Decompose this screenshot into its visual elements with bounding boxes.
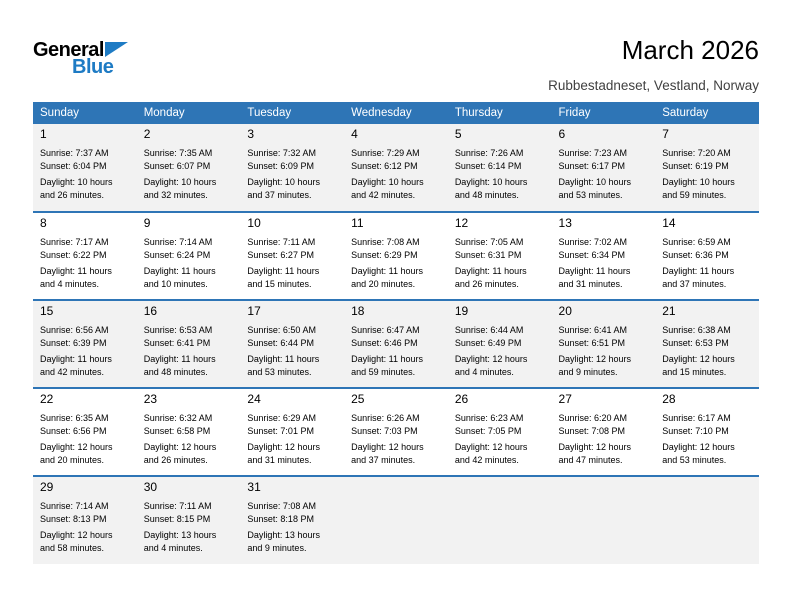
daylight-hours-text: Daylight: 12 hours [247,441,320,452]
daylight-hours-text: Daylight: 11 hours [40,353,112,364]
sunset-text: Sunset: 6:49 PM [454,338,522,349]
sunset-text: Sunset: 6:04 PM [40,161,107,172]
day-number: 7 [662,126,669,141]
daylight-hours-text: Daylight: 11 hours [143,353,216,364]
day-cell [137,212,241,300]
day-number: 24 [247,391,261,406]
day-info [144,236,239,292]
daylight-minutes-text: and 37 minutes. [247,190,312,201]
day-number: 20 [558,303,572,318]
day-number: 28 [662,391,676,406]
day-number: 9 [143,215,151,230]
daylight-minutes-text: and 53 minutes. [247,367,312,378]
day-cell [33,476,137,564]
sunrise-text: Sunrise: 7:20 AM [662,147,731,158]
daylight-hours-text: Daylight: 10 hours [558,176,632,187]
daylight-minutes-text: and 31 minutes. [247,455,312,466]
daylight-hours-text: Daylight: 10 hours [143,176,217,187]
daylight-hours-text: Daylight: 12 hours [351,441,424,452]
daylight-minutes-text: and 42 minutes. [40,367,105,378]
sunset-text: Sunset: 7:08 PM [558,426,626,437]
weekday-header: Wednesday [344,102,448,124]
daylight-minutes-text: and 47 minutes. [558,455,623,466]
sunrise-text: Sunrise: 6:38 AM [662,324,731,335]
sunrise-text: Sunrise: 7:08 AM [351,236,420,247]
daylight-minutes-text: and 9 minutes. [247,543,307,554]
sunset-text: Sunset: 8:18 PM [247,514,314,525]
sunrise-text: Sunrise: 6:23 AM [454,412,524,423]
week-row [33,212,759,300]
sunrise-text: Sunrise: 6:20 AM [558,412,628,423]
day-cell [344,212,448,300]
sunrise-text: Sunrise: 6:53 AM [143,324,213,335]
daylight-hours-text: Daylight: 12 hours [662,353,735,364]
day-info [247,500,342,556]
daylight-minutes-text: and 4 minutes. [40,279,100,290]
daylight-hours-text: Daylight: 10 hours [40,176,113,187]
sunset-text: Sunset: 8:13 PM [40,514,107,525]
weekday-header: Saturday [655,102,759,124]
day-number: 14 [662,215,676,230]
day-info [247,324,342,380]
sunrise-text: Sunrise: 6:29 AM [247,412,316,423]
sunrise-text: Sunrise: 7:17 AM [40,236,109,247]
sunset-text: Sunset: 6:24 PM [143,250,211,261]
day-number: 8 [40,215,47,230]
sunset-text: Sunset: 6:44 PM [247,338,314,349]
day-number: 17 [247,303,261,318]
sunrise-text: Sunrise: 6:41 AM [558,324,628,335]
day-cell [33,388,137,476]
daylight-hours-text: Daylight: 11 hours [558,265,631,276]
daylight-hours-text: Daylight: 11 hours [662,265,735,276]
daylight-hours-text: Daylight: 12 hours [143,441,217,452]
sunset-text: Sunset: 6:46 PM [351,338,418,349]
logo-text-blue: Blue [72,56,114,78]
day-info [144,147,239,203]
day-info [40,236,135,292]
daylight-hours-text: Daylight: 12 hours [454,441,528,452]
day-info [40,324,135,380]
daylight-hours-text: Daylight: 11 hours [40,265,112,276]
day-number: 22 [40,391,54,406]
generalblue-logo [33,36,128,77]
sunrise-text: Sunrise: 6:47 AM [351,324,420,335]
sunset-text: Sunset: 6:39 PM [40,338,107,349]
empty-day-cell [448,476,552,564]
daylight-hours-text: Daylight: 12 hours [662,441,735,452]
weekday-header: Thursday [448,102,552,124]
daylight-hours-text: Daylight: 11 hours [351,265,423,276]
day-info [40,147,135,203]
day-info [662,324,757,380]
daylight-hours-text: Daylight: 13 hours [143,529,217,540]
day-number: 18 [351,303,365,318]
day-number: 19 [454,303,469,318]
sunset-text: Sunset: 6:58 PM [143,426,211,437]
day-number: 25 [351,391,365,406]
sunrise-text: Sunrise: 6:56 AM [40,324,109,335]
day-cell [448,388,552,476]
day-cell [552,388,656,476]
daylight-minutes-text: and 26 minutes. [143,455,208,466]
location-subtitle: Rubbestadneset, Vestland, Norway [548,77,759,93]
week-row [33,124,759,212]
empty-day-cell [655,476,759,564]
daylight-minutes-text: and 26 minutes. [454,279,519,290]
sunset-text: Sunset: 6:34 PM [558,250,626,261]
empty-day-cell [552,476,656,564]
day-number: 26 [454,391,469,406]
day-cell [448,124,552,212]
sunset-text: Sunset: 6:17 PM [558,161,626,172]
day-cell [552,124,656,212]
sunrise-text: Sunrise: 7:08 AM [247,500,316,511]
sunset-text: Sunset: 6:19 PM [662,161,729,172]
day-info [247,412,342,468]
sunrise-text: Sunrise: 6:35 AM [40,412,109,423]
sunrise-text: Sunrise: 7:02 AM [558,236,628,247]
weekday-header-row [33,102,759,124]
sunset-text: Sunset: 6:36 PM [662,250,729,261]
calendar-table [33,102,759,564]
daylight-hours-text: Daylight: 12 hours [454,353,528,364]
daylight-hours-text: Daylight: 12 hours [558,441,632,452]
weekday-header: Tuesday [240,102,344,124]
sunset-text: Sunset: 6:22 PM [40,250,107,261]
day-cell [33,300,137,388]
sunrise-text: Sunrise: 7:35 AM [143,147,213,158]
day-info [40,500,135,556]
daylight-minutes-text: and 48 minutes. [454,190,519,201]
day-number: 23 [143,391,158,406]
daylight-minutes-text: and 53 minutes. [662,455,727,466]
day-cell [655,124,759,212]
daylight-minutes-text: and 15 minutes. [662,367,727,378]
day-info [247,236,342,292]
weekday-header: Sunday [33,102,137,124]
daylight-hours-text: Daylight: 10 hours [247,176,320,187]
day-info [455,236,550,292]
sunrise-text: Sunrise: 7:11 AM [247,236,316,247]
logo-triangle-icon [105,42,128,57]
sunset-text: Sunset: 6:51 PM [558,338,626,349]
day-info [455,412,550,468]
week-row [33,388,759,476]
sunrise-text: Sunrise: 6:44 AM [454,324,524,335]
day-info [662,412,757,468]
day-info [559,236,654,292]
day-number: 21 [662,303,676,318]
daylight-minutes-text: and 26 minutes. [40,190,105,201]
daylight-minutes-text: and 37 minutes. [662,279,727,290]
sunset-text: Sunset: 6:31 PM [454,250,522,261]
title-block [548,36,759,93]
day-cell [33,124,137,212]
day-cell [240,476,344,564]
daylight-minutes-text: and 53 minutes. [558,190,623,201]
sunset-text: Sunset: 6:29 PM [351,250,418,261]
day-info [559,324,654,380]
day-cell [344,124,448,212]
daylight-hours-text: Daylight: 11 hours [351,353,423,364]
day-info [662,147,757,203]
daylight-hours-text: Daylight: 10 hours [351,176,424,187]
sunset-text: Sunset: 6:07 PM [143,161,211,172]
sunrise-text: Sunrise: 7:11 AM [143,500,212,511]
sunrise-text: Sunrise: 6:17 AM [662,412,731,423]
day-cell [33,212,137,300]
sunset-text: Sunset: 6:56 PM [40,426,107,437]
day-cell [655,300,759,388]
daylight-minutes-text: and 59 minutes. [351,367,416,378]
sunrise-text: Sunrise: 7:26 AM [454,147,524,158]
daylight-minutes-text: and 42 minutes. [454,455,519,466]
day-cell [552,300,656,388]
logo-text-general: General [33,39,104,61]
sunrise-text: Sunrise: 7:29 AM [351,147,420,158]
sunrise-text: Sunrise: 7:23 AM [558,147,628,158]
day-cell [240,388,344,476]
sunset-text: Sunset: 6:09 PM [247,161,314,172]
day-info [455,147,550,203]
week-row [33,300,759,388]
daylight-minutes-text: and 20 minutes. [351,279,416,290]
day-number: 13 [558,215,572,230]
daylight-hours-text: Daylight: 11 hours [454,265,527,276]
daylight-minutes-text: and 59 minutes. [662,190,727,201]
day-cell [655,212,759,300]
day-cell [137,476,241,564]
daylight-hours-text: Daylight: 11 hours [247,353,320,364]
weekday-header: Monday [137,102,241,124]
day-number: 3 [247,126,255,141]
sunrise-text: Sunrise: 6:50 AM [247,324,316,335]
sunset-text: Sunset: 8:15 PM [143,514,211,525]
day-cell [240,124,344,212]
day-number: 30 [143,479,158,494]
day-number: 27 [558,391,572,406]
daylight-minutes-text: and 58 minutes. [40,543,105,554]
page-title: March 2026 [621,35,759,65]
daylight-minutes-text: and 4 minutes. [454,367,514,378]
day-number: 12 [454,215,469,230]
daylight-minutes-text: and 9 minutes. [558,367,618,378]
day-cell [240,300,344,388]
day-info [144,324,239,380]
sunrise-text: Sunrise: 7:37 AM [40,147,109,158]
day-info [351,147,446,203]
sunrise-text: Sunrise: 7:14 AM [143,236,213,247]
daylight-hours-text: Daylight: 10 hours [454,176,528,187]
day-cell [137,388,241,476]
daylight-hours-text: Daylight: 12 hours [40,441,113,452]
sunset-text: Sunset: 6:27 PM [247,250,314,261]
day-info [144,500,239,556]
day-number: 31 [247,479,261,494]
daylight-minutes-text: and 15 minutes. [247,279,312,290]
daylight-hours-text: Daylight: 11 hours [247,265,320,276]
day-number: 1 [40,126,47,141]
sunrise-text: Sunrise: 6:59 AM [662,236,731,247]
day-info [351,236,446,292]
sunset-text: Sunset: 7:01 PM [247,426,314,437]
sunset-text: Sunset: 6:14 PM [454,161,522,172]
day-number: 16 [143,303,158,318]
daylight-hours-text: Daylight: 12 hours [558,353,632,364]
day-cell [344,300,448,388]
day-number: 4 [351,126,358,141]
day-info [351,412,446,468]
day-info [40,412,135,468]
sunset-text: Sunset: 7:05 PM [454,426,522,437]
day-cell [655,388,759,476]
day-number: 29 [40,479,54,494]
sunset-text: Sunset: 6:41 PM [143,338,211,349]
day-number: 11 [351,215,364,230]
daylight-hours-text: Daylight: 12 hours [40,529,113,540]
day-number: 15 [40,303,54,318]
day-info [559,412,654,468]
day-cell [552,212,656,300]
page-header [33,36,759,93]
daylight-minutes-text: and 10 minutes. [143,279,208,290]
daylight-minutes-text: and 42 minutes. [351,190,416,201]
weekday-header: Friday [552,102,656,124]
day-number: 2 [143,126,151,141]
day-cell [137,300,241,388]
sunset-text: Sunset: 7:10 PM [662,426,729,437]
day-cell [344,388,448,476]
day-number: 6 [558,126,566,141]
daylight-hours-text: Daylight: 11 hours [143,265,216,276]
sunrise-text: Sunrise: 6:32 AM [143,412,213,423]
empty-day-cell [344,476,448,564]
day-info [455,324,550,380]
daylight-minutes-text: and 20 minutes. [40,455,105,466]
daylight-minutes-text: and 32 minutes. [143,190,208,201]
day-cell [137,124,241,212]
sunrise-text: Sunrise: 7:05 AM [454,236,524,247]
sunrise-text: Sunrise: 6:26 AM [351,412,420,423]
daylight-minutes-text: and 4 minutes. [143,543,203,554]
sunset-text: Sunset: 7:03 PM [351,426,418,437]
day-number: 10 [247,215,261,230]
daylight-minutes-text: and 37 minutes. [351,455,416,466]
sunrise-text: Sunrise: 7:32 AM [247,147,316,158]
day-info [144,412,239,468]
week-row [33,476,759,564]
sunrise-text: Sunrise: 7:14 AM [40,500,109,511]
day-info [662,236,757,292]
day-info [247,147,342,203]
day-info [559,147,654,203]
day-number: 5 [454,126,462,141]
day-cell [240,212,344,300]
day-cell [448,300,552,388]
daylight-minutes-text: and 31 minutes. [558,279,623,290]
calendar-body [33,124,759,564]
sunset-text: Sunset: 6:12 PM [351,161,418,172]
sunset-text: Sunset: 6:53 PM [662,338,729,349]
day-info [351,324,446,380]
day-cell [448,212,552,300]
daylight-hours-text: Daylight: 10 hours [662,176,735,187]
daylight-hours-text: Daylight: 13 hours [247,529,320,540]
daylight-minutes-text: and 48 minutes. [143,367,208,378]
